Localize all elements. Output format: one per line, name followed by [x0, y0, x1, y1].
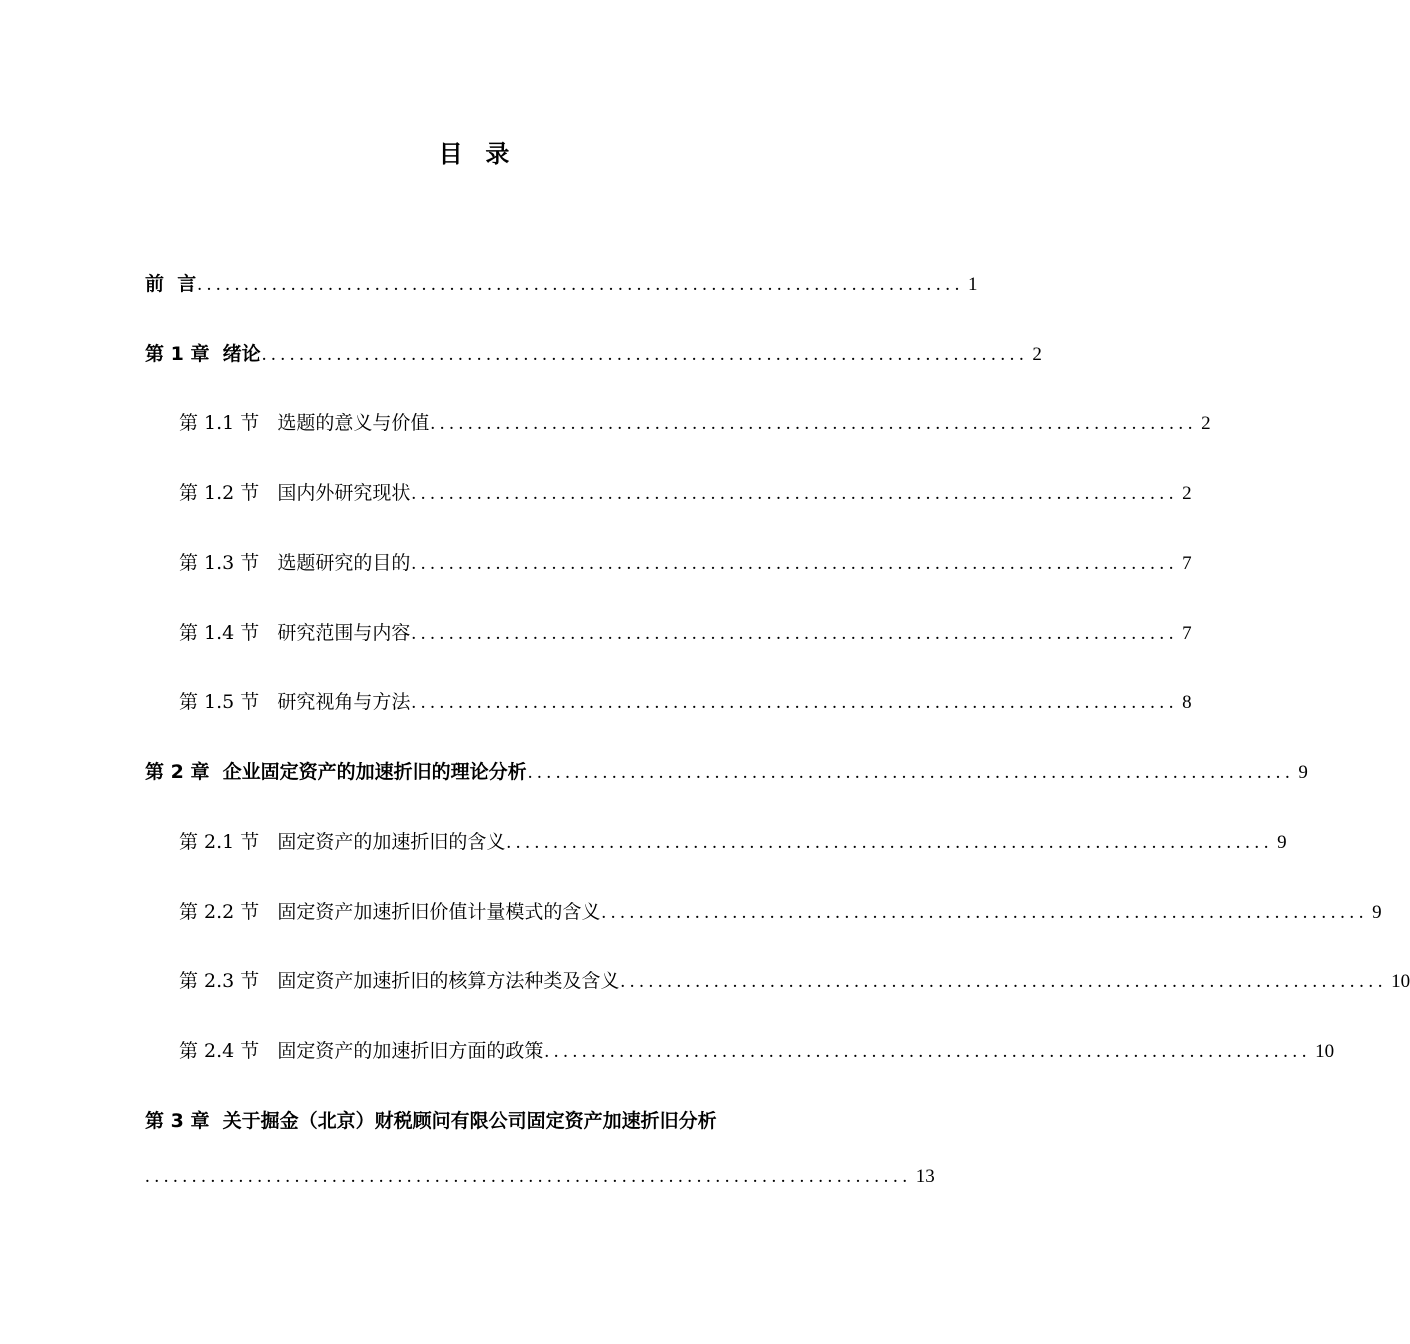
toc-entry-title: 第 1 章 绪论 — [145, 343, 261, 365]
toc-entry-title: 第 2.3 节 固定资产加速折旧的核算方法种类及含义 — [179, 970, 620, 992]
dot-leader: .................................................................................. — [261, 344, 1029, 365]
dot-leader: .................................................................................. — [601, 902, 1369, 923]
toc-entry-title: 第 1.4 节 研究范围与内容 — [179, 622, 411, 644]
toc-page-number: 8 — [1182, 692, 1192, 713]
toc-entry-section-2-3[interactable] — [179, 965, 1410, 997]
toc-page-number: 10 — [1315, 1041, 1335, 1062]
dot-leader: .................................................................................. — [527, 762, 1295, 783]
toc-page-number: 7 — [1182, 553, 1192, 574]
dot-leader: .................................................................................. — [145, 1166, 912, 1187]
toc-entry-title: 第 2.2 节 固定资产加速折旧价值计量模式的含义 — [179, 901, 601, 923]
toc-page-number: 9 — [1372, 902, 1382, 923]
toc-entry-chapter-3[interactable] — [145, 1105, 805, 1137]
dot-leader: .................................................................................. — [411, 623, 1179, 644]
toc-entry-section-1-1[interactable] — [179, 407, 1211, 439]
toc-entry-section-2-1[interactable] — [179, 826, 1287, 858]
toc-page-number: 1 — [967, 274, 978, 295]
toc-page-number: 7 — [1182, 623, 1192, 644]
toc-entry-title: 前 言 — [145, 273, 197, 295]
toc-entry-title: 第 3 章 关于掘金（北京）财税顾问有限公司固定资产加速折旧分析 — [145, 1110, 717, 1132]
toc-page-number: 13 — [915, 1166, 935, 1187]
dot-leader: .................................................................................. — [411, 692, 1179, 713]
toc-entry-section-1-5[interactable] — [179, 686, 1192, 718]
toc-entry-preface[interactable] — [145, 268, 978, 300]
dot-leader: .................................................................................. — [430, 413, 1198, 434]
toc-entry-section-1-4[interactable] — [179, 617, 1192, 649]
toc-page-number: 2 — [1032, 344, 1042, 365]
toc-entry-section-1-3[interactable] — [179, 547, 1192, 579]
toc-entry-title: 第 2 章 企业固定资产的加速折旧的理论分析 — [145, 761, 527, 783]
toc-entry-title: 第 2.1 节 固定资产的加速折旧的含义 — [179, 831, 506, 853]
toc-entry-title: 第 1.3 节 选题研究的目的 — [179, 552, 411, 574]
toc-page-number: 10 — [1391, 971, 1410, 992]
dot-leader: .................................................................................. — [620, 971, 1388, 992]
toc-entry-chapter-1[interactable] — [145, 338, 1042, 370]
toc-entry-title: 第 1.1 节 选题的意义与价值 — [179, 412, 430, 434]
toc-page-number: 2 — [1201, 413, 1211, 434]
toc-entry-section-2-4[interactable] — [179, 1035, 1335, 1067]
toc-entry-section-2-2[interactable] — [179, 896, 1382, 928]
toc-entry-chapter-3-leader-line[interactable] — [145, 1161, 935, 1193]
toc-entry-title: 第 2.4 节 固定资产的加速折旧方面的政策 — [179, 1040, 544, 1062]
toc-entry-section-1-2[interactable] — [179, 477, 1192, 509]
page-title: 目 录 — [438, 140, 512, 168]
toc-entry-chapter-2[interactable] — [145, 756, 1308, 788]
dot-leader: .................................................................................. — [411, 553, 1179, 574]
toc-entry-title: 第 1.2 节 国内外研究现状 — [179, 482, 411, 504]
dot-leader: .................................................................................. — [506, 832, 1274, 853]
toc-page-number: 9 — [1277, 832, 1287, 853]
dot-leader: .................................................................................. — [544, 1041, 1312, 1062]
toc-page-number: 2 — [1182, 483, 1192, 504]
dot-leader: .................................................................................. — [411, 483, 1179, 504]
toc-entry-title: 第 1.5 节 研究视角与方法 — [179, 691, 411, 713]
dot-leader: .................................................................................. — [197, 274, 964, 295]
toc-page-number: 9 — [1298, 762, 1308, 783]
